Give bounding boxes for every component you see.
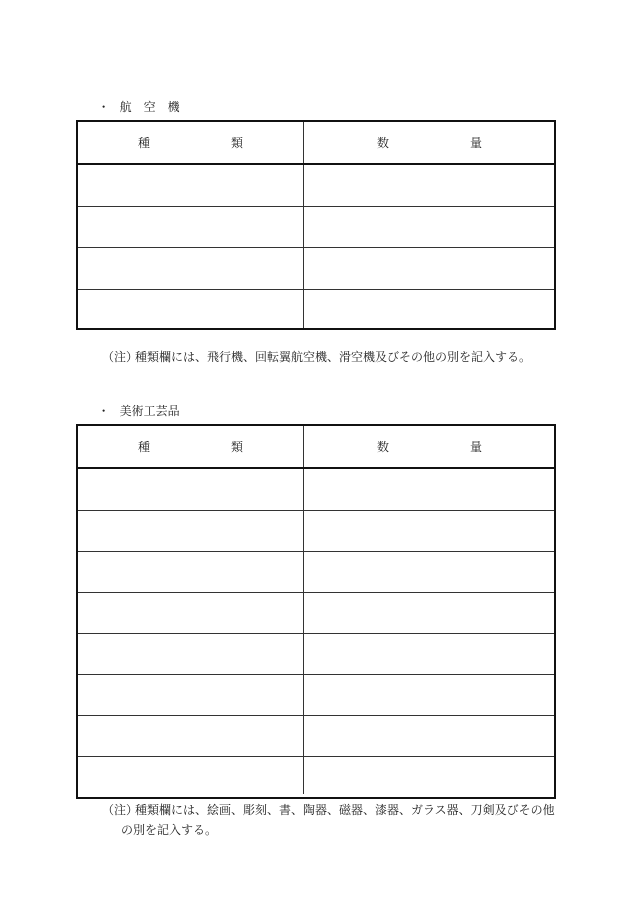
section-title-text: 航 空 機: [119, 100, 180, 114]
header-cell-type: [78, 426, 304, 467]
header-text: 数: [377, 136, 390, 150]
table-row: [78, 551, 554, 592]
quantity-input-cell[interactable]: [304, 165, 554, 206]
section-title-aircraft: [90, 84, 180, 115]
header-cell-quantity: [304, 426, 554, 467]
header-text: 類: [230, 136, 243, 150]
header-text: 種: [138, 136, 151, 150]
quantity-input-cell[interactable]: [304, 207, 554, 247]
note-text-continued: の別を記入する。: [121, 823, 218, 837]
type-input-cell[interactable]: [78, 469, 304, 510]
table-row: [78, 164, 554, 206]
quantity-input-cell[interactable]: [304, 511, 554, 551]
type-input-cell[interactable]: [78, 207, 304, 247]
table-row: [78, 715, 554, 756]
quantity-input-cell[interactable]: [304, 248, 554, 289]
table-row: [78, 468, 554, 510]
quantity-input-cell[interactable]: [304, 552, 554, 592]
table-row: [78, 247, 554, 289]
quantity-input-cell[interactable]: [304, 290, 554, 328]
header-text: 数: [377, 440, 390, 454]
quantity-input-cell[interactable]: [304, 675, 554, 715]
table-row: [78, 756, 554, 794]
quantity-input-cell[interactable]: [304, 593, 554, 633]
header-text: 類: [230, 440, 243, 454]
table-row: [78, 510, 554, 551]
note-text: 種類欄には、絵画、彫刻、書、陶器、磁器、漆器、ガラス器、刀剣及びその他: [135, 803, 555, 817]
quantity-input-cell[interactable]: [304, 634, 554, 674]
table-header-row: [78, 122, 554, 164]
type-input-cell[interactable]: [78, 165, 304, 206]
table-row: [78, 289, 554, 328]
header-text: 量: [469, 440, 482, 454]
art-crafts-note: [102, 800, 562, 840]
type-input-cell[interactable]: [78, 511, 304, 551]
type-input-cell[interactable]: [78, 248, 304, 289]
table-header-row: [78, 426, 554, 468]
header-text: 量: [469, 136, 482, 150]
type-input-cell[interactable]: [78, 552, 304, 592]
table-row: [78, 206, 554, 247]
aircraft-table: [76, 120, 556, 330]
note-mark: （注）: [102, 803, 139, 817]
table-row: [78, 633, 554, 674]
quantity-input-cell[interactable]: [304, 757, 554, 794]
type-input-cell[interactable]: [78, 290, 304, 328]
note-mark: （注）: [102, 350, 139, 364]
bullet-mark: ・: [97, 100, 110, 114]
quantity-input-cell[interactable]: [304, 716, 554, 756]
table-row: [78, 674, 554, 715]
table-row: [78, 592, 554, 633]
header-cell-type: [78, 122, 304, 163]
type-input-cell[interactable]: [78, 593, 304, 633]
header-cell-quantity: [304, 122, 554, 163]
aircraft-note: [102, 347, 562, 367]
art-crafts-table: [76, 424, 556, 799]
header-text: 種: [138, 440, 151, 454]
section-title-art-crafts: [90, 388, 180, 419]
note-text: 種類欄には、飛行機、回転翼航空機、滑空機及びその他の別を記入する。: [135, 350, 532, 364]
type-input-cell[interactable]: [78, 716, 304, 756]
bullet-mark: ・: [97, 404, 110, 418]
type-input-cell[interactable]: [78, 757, 304, 794]
section-title-text: 美術工芸品: [119, 404, 180, 418]
type-input-cell[interactable]: [78, 675, 304, 715]
quantity-input-cell[interactable]: [304, 469, 554, 510]
type-input-cell[interactable]: [78, 634, 304, 674]
